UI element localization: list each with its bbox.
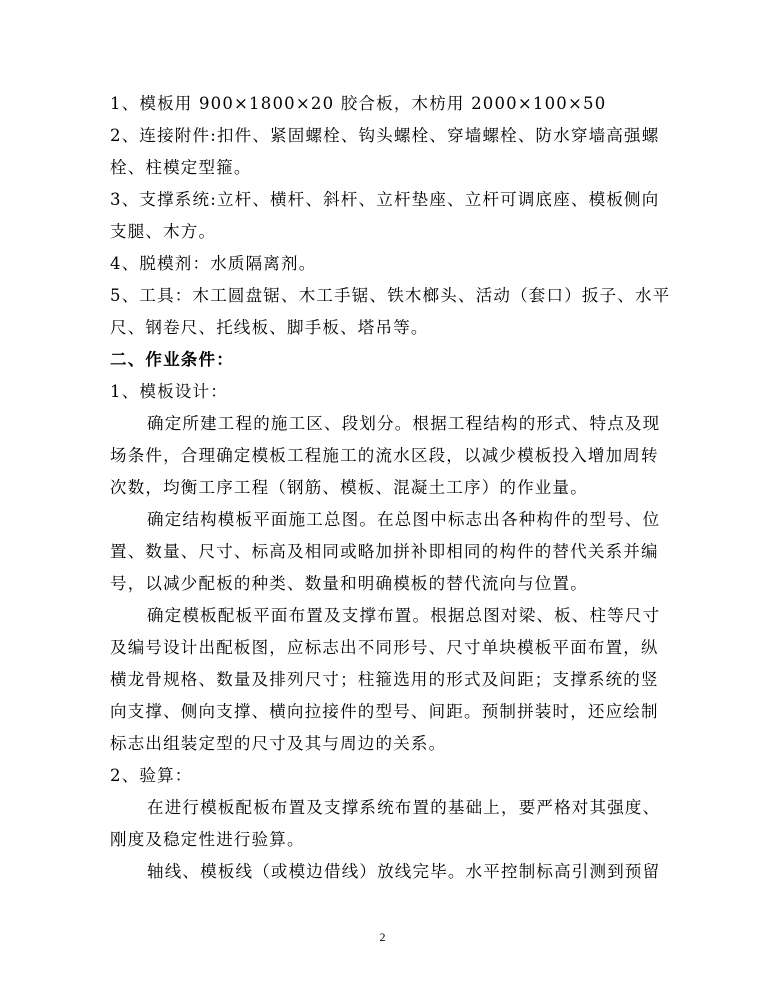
- materials-item-1: 1、模板用 900×1800×20 胶合板，木枋用 2000×100×50: [110, 94, 607, 113]
- materials-item-2: 2、连接附件:扣件、紧固螺栓、钩头螺栓、穿墙螺栓、防水穿墙高强螺: [110, 126, 660, 145]
- paragraph-3-line-5: 标志出组装定型的尺寸及其与周边的关系。: [110, 734, 447, 753]
- paragraph-3-line-4: 向支撑、侧向支撑、横向拉接件的型号、间距。预制拼装时，还应绘制: [110, 702, 659, 721]
- paragraph-4-line-2: 刚度及稳定性进行验算。: [110, 830, 305, 849]
- subsection-heading-1: 1、模板设计：: [110, 382, 228, 401]
- materials-item-2-cont: 栓、柱模定型箍。: [110, 158, 252, 177]
- paragraph-3-line-2: 及编号设计出配板图，应标志出不同形号、尺寸单块模板平面布置，纵: [110, 638, 659, 657]
- subsection-heading-2: 2、验算：: [110, 766, 193, 785]
- document-body: [110, 88, 671, 888]
- paragraph-1-line-3: 次数，均衡工序工程（钢筋、模板、混凝土工序）的作业量。: [110, 478, 588, 497]
- paragraph-1-line-2: 场条件，合理确定模板工程施工的流水区段，以减少模板投入增加周转: [110, 446, 659, 465]
- paragraph-2-line-2: 置、数量、尺寸、标高及相同或略加拼补即相同的构件的替代关系并编: [110, 542, 659, 561]
- materials-item-5-cont: 尺、钢卷尺、托线板、脚手板、塔吊等。: [110, 318, 429, 337]
- materials-item-5: 5、工具：木工圆盘锯、木工手锯、铁木榔头、活动（套口）扳子、水平: [110, 286, 671, 305]
- paragraph-1-line-1: 确定所建工程的施工区、段划分。根据工程结构的形式、特点及现: [147, 414, 661, 433]
- page-number: 2: [379, 930, 386, 944]
- paragraph-2-line-1: 确定结构模板平面施工总图。在总图中标志出各种构件的型号、位: [147, 510, 661, 529]
- paragraph-3-line-3: 横龙骨规格、数量及排列尺寸；柱箍选用的形式及间距；支撑系统的竖: [110, 670, 659, 689]
- materials-item-3-cont: 支腿、木方。: [110, 222, 217, 241]
- paragraph-4-line-1: 在进行模板配板布置及支撑系统布置的基础上，要严格对其强度、: [147, 798, 661, 817]
- materials-item-3: 3、支撑系统:立杆、横杆、斜杆、立杆垫座、立杆可调底座、模板侧向: [110, 190, 660, 209]
- paragraph-3-line-1: 确定模板配板平面布置及支撑布置。根据总图对梁、板、柱等尺寸: [147, 606, 661, 625]
- paragraph-5-line-1: 轴线、模板线（或模边借线）放线完毕。水平控制标高引测到预留: [147, 862, 661, 881]
- paragraph-2-line-3: 号，以减少配板的种类、数量和明确模板的替代流向与位置。: [110, 574, 588, 593]
- materials-item-4: 4、脱模剂：水质隔离剂。: [110, 254, 317, 273]
- section-heading: 二、作业条件：: [110, 350, 234, 369]
